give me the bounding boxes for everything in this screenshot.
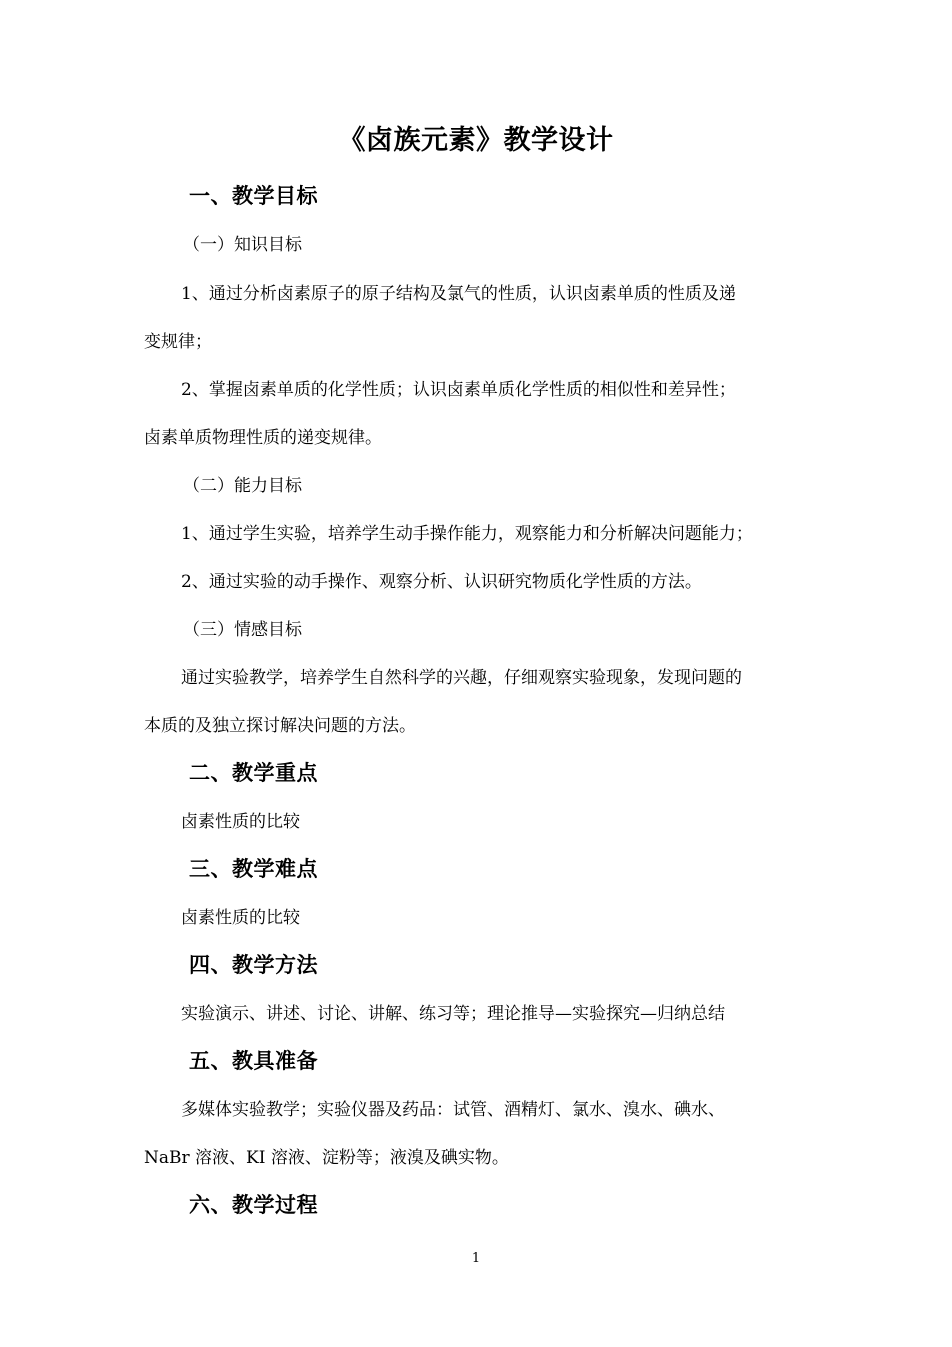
paragraph-line: 1、通过学生实验，培养学生动手操作能力，观察能力和分析解决问题能力； — [181, 524, 753, 544]
heading-teaching-difficulty: 三、教学难点 — [189, 857, 318, 881]
heading-teaching-methods: 四、教学方法 — [189, 953, 318, 977]
subheading-knowledge-objectives: （一）知识目标 — [183, 235, 302, 255]
document-title: 《卤族元素》教学设计 — [338, 125, 614, 156]
paragraph-line: 卤素性质的比较 — [181, 812, 300, 832]
paragraph-line: 多媒体实验教学；实验仪器及药品：试管、酒精灯、氯水、溴水、碘水、 — [181, 1100, 725, 1120]
subheading-emotion-objectives: （三）情感目标 — [183, 620, 302, 640]
heading-teaching-objectives: 一、教学目标 — [189, 184, 318, 208]
paragraph-line: 2、通过实验的动手操作、观察分析、认识研究物质化学性质的方法。 — [181, 572, 702, 592]
heading-teaching-focus: 二、教学重点 — [189, 761, 318, 785]
paragraph-line: 变规律； — [144, 332, 212, 352]
paragraph-line: NaBr 溶液、KI 溶液、淀粉等；液溴及碘实物。 — [144, 1148, 509, 1168]
paragraph-line: 卤素单质物理性质的递变规律。 — [144, 428, 382, 448]
page-number: 1 — [471, 1251, 481, 1266]
heading-teaching-aids: 五、教具准备 — [189, 1049, 318, 1073]
paragraph-line: 1、通过分析卤素原子的原子结构及氯气的性质，认识卤素单质的性质及递 — [181, 284, 736, 304]
paragraph-line: 本质的及独立探讨解决问题的方法。 — [144, 716, 416, 736]
paragraph-line: 通过实验教学，培养学生自然科学的兴趣，仔细观察实验现象，发现问题的 — [181, 668, 742, 688]
subheading-ability-objectives: （二）能力目标 — [183, 476, 302, 496]
paragraph-line: 卤素性质的比较 — [181, 908, 300, 928]
paragraph-line: 2、掌握卤素单质的化学性质；认识卤素单质化学性质的相似性和差异性； — [181, 380, 736, 400]
paragraph-line: 实验演示、讲述、讨论、讲解、练习等；理论推导—实验探究—归纳总结 — [181, 1004, 725, 1024]
heading-teaching-process: 六、教学过程 — [189, 1193, 318, 1217]
